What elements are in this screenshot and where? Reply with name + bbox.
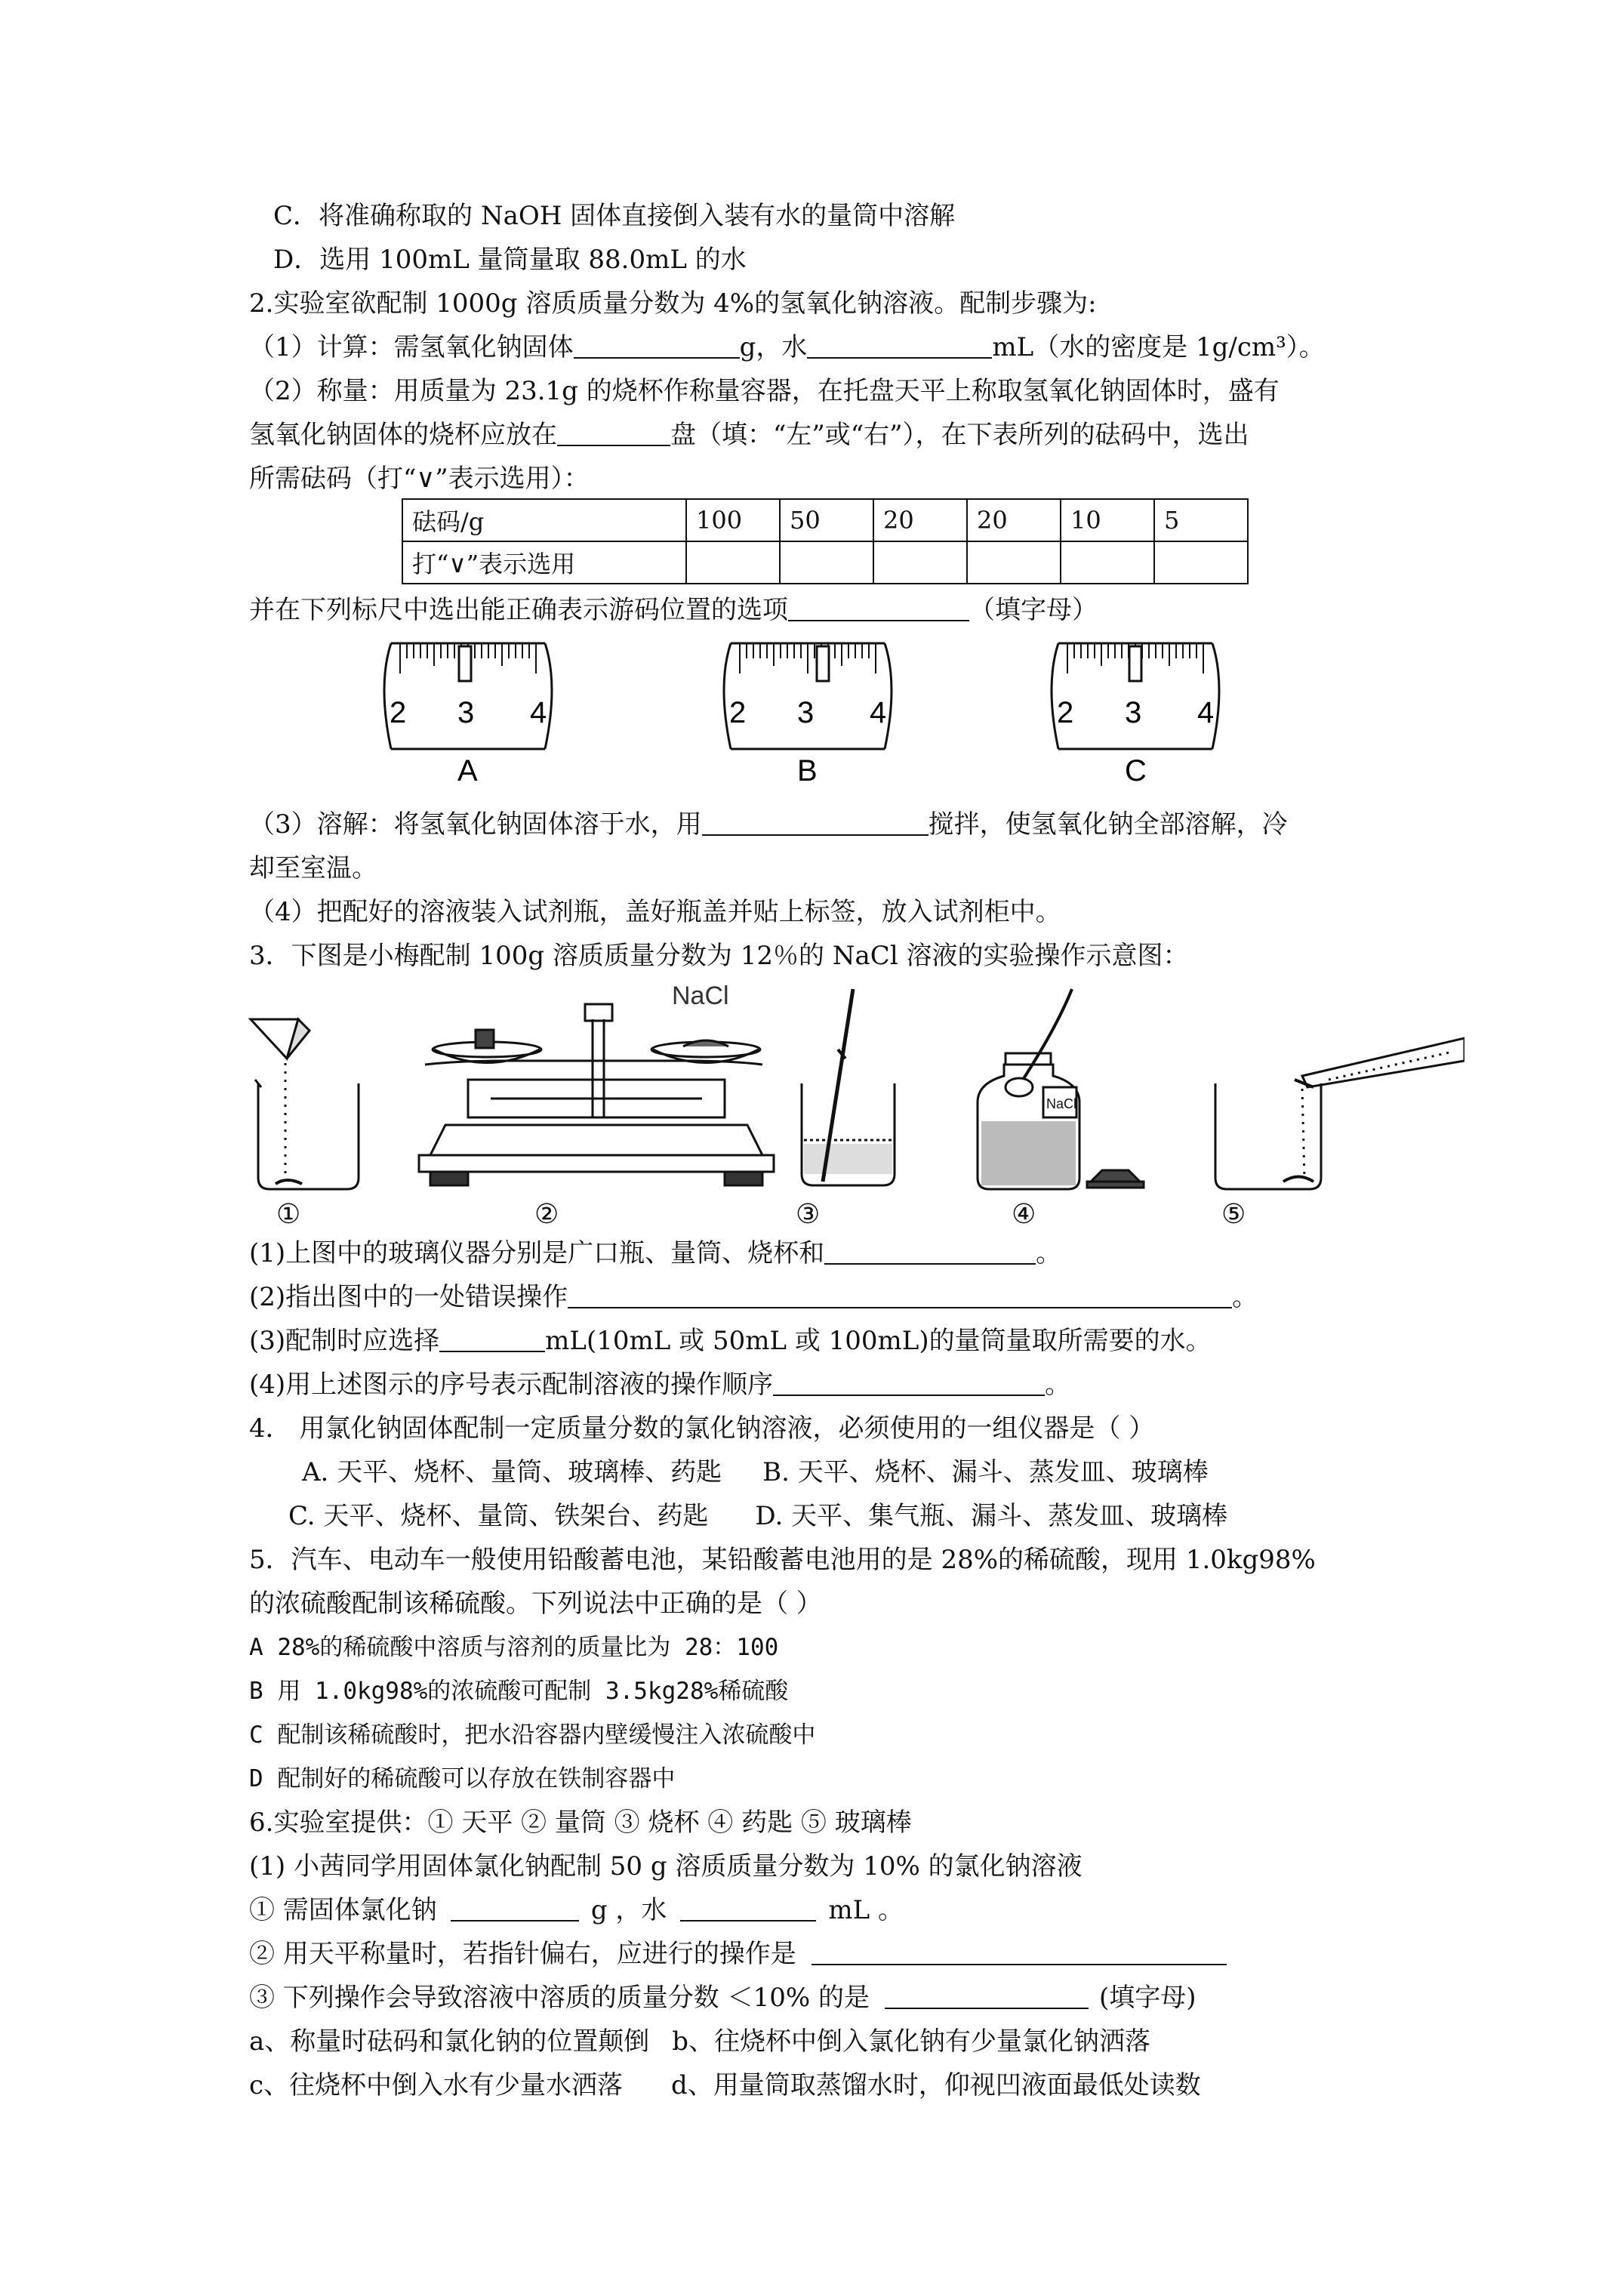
question-2-title: 2.实验室欲配制 1000g 溶质质量分数为 4%的氢氧化钠溶液。配制步骤为: [249, 288, 1097, 319]
q6-item-2 [249, 1936, 1227, 1972]
check-cell[interactable] [686, 541, 780, 584]
question-5-cont: 的浓硫酸配制该稀硫酸。下列说法中正确的是（ ） [249, 1589, 822, 1619]
tick-label: 4 [1197, 696, 1215, 729]
q2-step-1 [249, 329, 1325, 365]
q5-option-d[interactable]: D 配制好的稀硫酸可以存放在铁制容器中 [249, 1765, 676, 1792]
answer-blank[interactable] [824, 1237, 1036, 1265]
q3-part-3-text: (3)配制时应选择 [249, 1326, 440, 1356]
q6-item-1-text: g ，水 [590, 1895, 667, 1925]
table-row-label: 打“∨”表示选用 [402, 541, 686, 584]
q5-option-c[interactable]: C 配制该稀硫酸时，把水沿容器内壁缓慢注入浓硫酸中 [249, 1721, 816, 1749]
weight-cell: 20 [967, 499, 1061, 541]
rider-marker [1129, 646, 1141, 681]
question-5-title: 5．汽车、电动车一般使用铅酸蓄电池，某铅酸蓄电池用的是 28%的稀硫酸，现用 1.0kg98% [249, 1545, 1316, 1575]
rider-marker [459, 646, 471, 681]
tick-label: 4 [870, 696, 887, 729]
q3-part-1-text: (1)上图中的玻璃仪器分别是广口瓶、量筒、烧杯和 [249, 1238, 825, 1268]
check-cell[interactable] [1154, 541, 1248, 584]
q2-step-1-text: mL（水的密度是 1g/cm³）。 [992, 332, 1325, 362]
q2-step-1-text: g，水 [739, 332, 808, 362]
q6-item-1-text: ① 需固体氯化钠 [249, 1895, 437, 1925]
nacl-label: NaCl [672, 982, 729, 1010]
weight-cell: 20 [873, 499, 967, 541]
q6-options-cd [249, 2067, 1201, 2103]
answer-blank[interactable] [885, 1982, 1089, 2009]
q2-ruler-text: （填字母） [969, 595, 1098, 625]
answer-blank[interactable] [557, 419, 670, 446]
answer-blank[interactable] [439, 1325, 545, 1352]
q6-option-d[interactable]: d、用量筒取蒸馏水时，仰视凹液面最低处读数 [671, 2070, 1201, 2100]
q3-part-4-text: (4)用上述图示的序号表示配制溶液的操作顺序 [249, 1370, 774, 1400]
check-cell[interactable] [1061, 541, 1154, 584]
answer-blank[interactable] [788, 594, 969, 621]
option-label: B [797, 754, 818, 787]
ruler-option-b[interactable] [710, 636, 906, 787]
ruler-option-a[interactable] [370, 636, 566, 787]
beaker-stirring-icon [802, 989, 895, 1185]
q3-part-2 [249, 1279, 1258, 1315]
step-label: ⑤ [1221, 1199, 1246, 1230]
answer-blank[interactable] [568, 1281, 1232, 1308]
q3-part-2-text: (2)指出图中的一处错误操作 [249, 1282, 568, 1312]
q2-ruler-text: 并在下列标尺中选出能正确表示游码位置的选项 [249, 595, 788, 625]
q4-option-c[interactable]: C. 天平、烧杯、量筒、铁架台、药匙 [288, 1501, 709, 1531]
answer-blank[interactable] [451, 1894, 579, 1922]
weight-cell: 10 [1061, 499, 1154, 541]
check-cell[interactable] [780, 541, 873, 584]
ruler-option-c[interactable] [1037, 636, 1233, 787]
q6-option-b[interactable]: b、往烧杯中倒入氯化钠有少量氯化钠洒落 [672, 2026, 1151, 2057]
q2-step-3-text: 搅拌，使氢氧化钠全部溶解，冷 [928, 809, 1288, 840]
step-label: ③ [796, 1199, 821, 1230]
q2-ruler-question [249, 592, 1098, 628]
question-6-title: 6.实验室提供：① 天平 ② 量筒 ③ 烧杯 ④ 药匙 ⑤ 玻璃棒 [249, 1808, 912, 1838]
beaker-pouring-icon [251, 1019, 359, 1189]
tick-label: 4 [530, 696, 547, 729]
q4-option-d[interactable]: D. 天平、集气瓶、漏斗、蒸发皿、玻璃棒 [755, 1501, 1228, 1531]
q2-step-3 [249, 806, 1288, 843]
weight-cell: 50 [780, 499, 873, 541]
answer-blank[interactable] [807, 331, 992, 359]
q3-part-2-text: 。 [1232, 1282, 1258, 1312]
q6-item-3 [249, 1980, 1196, 2016]
tick-label: 3 [797, 696, 815, 729]
q6-item-3-text: ③ 下列操作会导致溶液中溶质的质量分数 ＜10% 的是 [249, 1983, 870, 2013]
q6-options-ab [249, 2023, 1150, 2060]
q2-step-2-text: 盘（填：“左”或“右”），在下表所列的砝码中，选出 [670, 420, 1249, 450]
step-label: ④ [1012, 1199, 1036, 1230]
q6-item-2-text: ② 用天平称量时，若指针偏右，应进行的操作是 [249, 1939, 796, 1969]
jar-label: NaCl [1046, 1096, 1077, 1111]
q3-part-4-text: 。 [1045, 1370, 1071, 1400]
step-label: ② [534, 1199, 559, 1230]
weights-table [402, 498, 1249, 584]
question-3-title: 3．下图是小梅配制 100g 溶质质量分数为 12％的 NaCl 溶液的实验操作示意图： [249, 941, 1189, 971]
answer-blank[interactable] [574, 331, 740, 359]
tick-label: 2 [729, 696, 747, 729]
q6-item-3-text: (填字母) [1099, 1983, 1196, 2013]
q2-step-4: （4）把配好的溶液装入试剂瓶，盖好瓶盖并贴上标签，放入试剂柜中。 [249, 897, 1061, 927]
q3-part-4 [249, 1367, 1070, 1403]
q2-step-2-cont [249, 417, 1249, 453]
reagent-jar-icon [978, 989, 1144, 1189]
experiment-figure [242, 974, 1464, 1200]
q6-item-1-text: mL 。 [828, 1895, 904, 1925]
check-cell[interactable] [873, 541, 967, 584]
option-label: A [457, 754, 478, 787]
option-label: C [1125, 754, 1147, 787]
q2-step-2-note: 所需砝码（打“∨”表示选用）： [249, 464, 590, 494]
option-d: D．选用 100mL 量筒量取 88.0mL 的水 [273, 245, 747, 275]
option-c: C．将准确称取的 NaOH 固体直接倒入装有水的量筒中溶解 [273, 201, 956, 231]
weight-cell: 100 [686, 499, 780, 541]
answer-blank[interactable] [680, 1894, 816, 1922]
q5-option-a[interactable]: A 28%的稀硫酸中溶质与溶剂的质量比为 28：100 [249, 1634, 779, 1661]
tick-label: 3 [457, 696, 475, 729]
q2-step-3-cont: 却至室温。 [249, 853, 377, 883]
q4-option-a[interactable]: A. 天平、烧杯、量筒、玻璃棒、药匙 [302, 1457, 722, 1487]
q4-options-ab [302, 1454, 1209, 1490]
table-header-cell: 砝码/g [402, 499, 686, 541]
q2-step-2-text: 氢氧化钠固体的烧杯应放在 [249, 420, 557, 450]
q6-part-1: (1) 小茜同学用固体氯化钠配制 50 g 溶质质量分数为 10% 的氯化钠溶液 [249, 1851, 1083, 1881]
q3-part-1 [249, 1235, 1061, 1271]
answer-blank[interactable] [773, 1369, 1045, 1396]
q4-option-b[interactable]: B. 天平、烧杯、漏斗、蒸发皿、玻璃棒 [762, 1457, 1209, 1487]
q6-item-1 [249, 1892, 904, 1928]
tick-label: 2 [1057, 696, 1074, 729]
answer-blank[interactable] [812, 1938, 1227, 1965]
tick-label: 3 [1125, 696, 1142, 729]
q2-step-2: （2）称量：用质量为 23.1g 的烧杯作称量容器，在托盘天平上称取氢氧化钠固体时，盛有 [249, 376, 1280, 406]
q3-part-3-text: mL(10mL 或 50mL 或 100mL)的量筒量取所需要的水。 [545, 1326, 1212, 1356]
q3-part-3 [249, 1323, 1212, 1359]
weight-cell: 5 [1154, 499, 1248, 541]
check-cell[interactable] [967, 541, 1061, 584]
q6-option-a[interactable]: a、称量时砝码和氯化钠的位置颠倒 [249, 2026, 650, 2057]
q6-option-c[interactable]: c、往烧杯中倒入水有少量水洒落 [249, 2070, 624, 2100]
q2-step-1-text: （1）计算：需氢氧化钠固体 [249, 332, 574, 362]
step-label: ① [276, 1199, 301, 1230]
rider-marker [817, 646, 829, 681]
q4-options-cd [288, 1498, 1227, 1534]
balance-icon [419, 1004, 774, 1185]
cylinder-pouring-icon [1215, 1038, 1464, 1189]
answer-blank[interactable] [702, 809, 929, 836]
q2-step-3-text: （3）溶解：将氢氧化钠固体溶于水，用 [249, 809, 702, 840]
q3-part-1-text: 。 [1036, 1238, 1062, 1268]
question-4-title: 4． 用氯化钠固体配制一定质量分数的氯化钠溶液，必须使用的一组仪器是（ ） [249, 1413, 1155, 1444]
q5-option-b[interactable]: B 用 1.0kg98%的浓硫酸可配制 3.5kg28%稀硫酸 [249, 1678, 789, 1705]
tick-label: 2 [390, 696, 407, 729]
